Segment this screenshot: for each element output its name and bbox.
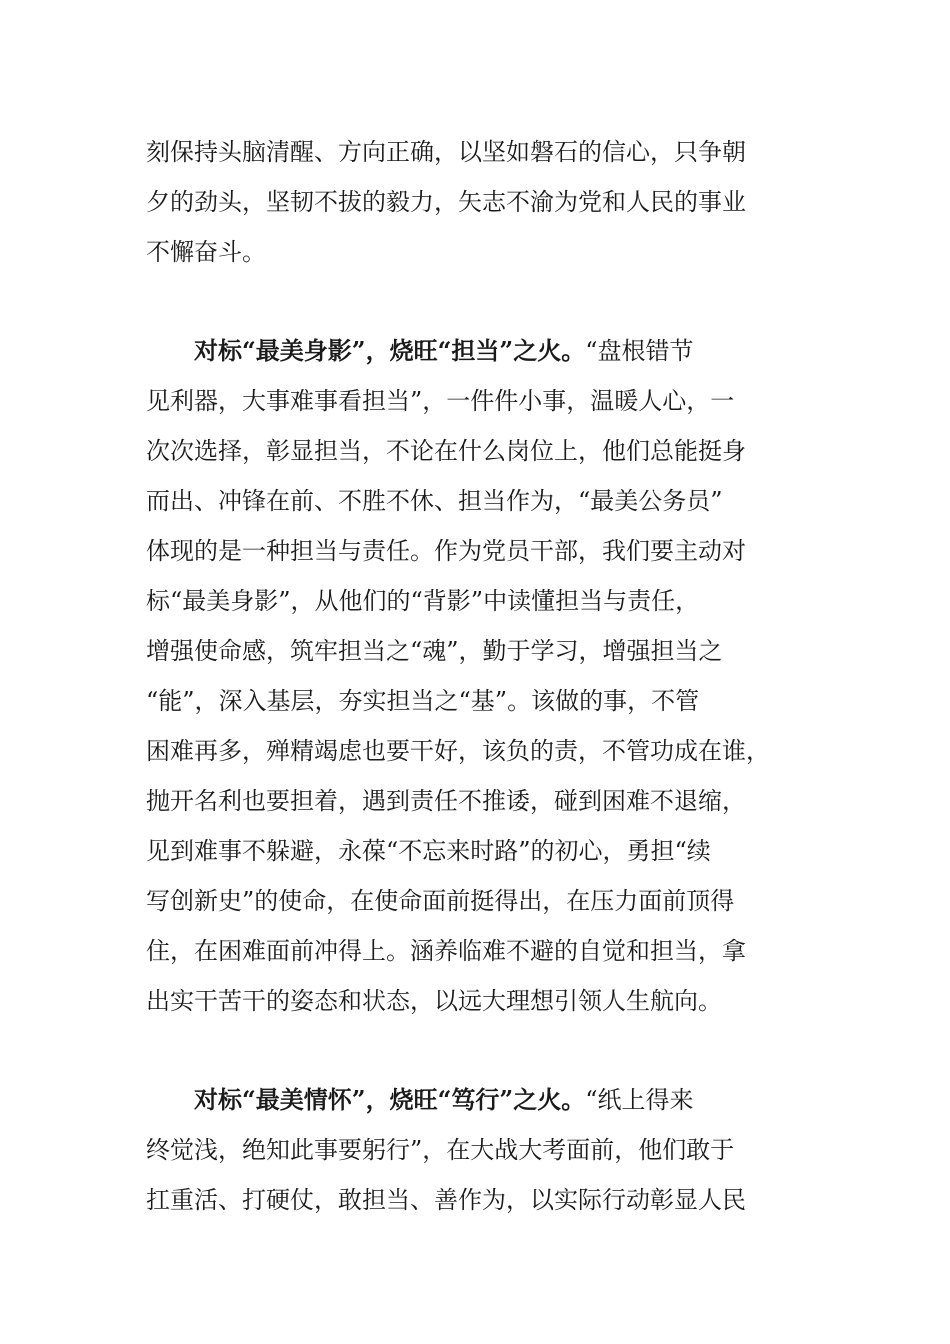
paragraph-continuation — [146, 127, 806, 277]
text-line: 见利器，大事难事看担当”，一件件小事，温暖人心，一 — [146, 387, 735, 415]
text-line: 体现的是一种担当与责任。作为党员干部，我们要主动对 — [146, 537, 746, 565]
text-line: 困难再多，殚精竭虑也要干好，该负的责，不管功成在谁， — [146, 737, 770, 765]
text-line: 增强使命感，筑牢担当之“魂”，勤于学习，增强担当之 — [146, 637, 723, 665]
text-line: 见到难事不躲避，永葆“不忘来时路”的初心，勇担“续 — [146, 837, 711, 865]
text-run: “盘根错节 — [585, 337, 694, 365]
text-line: 次次选择，彰显担当，不论在什么岗位上，他们总能挺身 — [146, 437, 746, 465]
text-line-first — [146, 326, 806, 376]
text-line: 夕的劲头，坚韧不拔的毅力，矢志不渝为党和人民的事业 — [146, 188, 746, 216]
paragraph-best-figure — [146, 326, 806, 1026]
text-line: 标“最美身影”，从他们的“背影”中读懂担当与责任， — [146, 587, 700, 615]
text-line: 出实干苦干的姿态和状态，以远大理想引领人生航向。 — [146, 987, 722, 1015]
text-line: 扛重活、打硬仗，敢担当、善作为，以实际行动彰显人民 — [146, 1186, 746, 1214]
text-line: 刻保持头脑清醒、方向正确，以坚如磐石的信心，只争朝 — [146, 138, 746, 166]
text-line: “能”，深入基层，夯实担当之“基”。该做的事，不管 — [146, 687, 700, 715]
text-line: 而出、冲锋在前、不胜不休、担当作为，“最美公务员” — [146, 487, 723, 515]
text-line: 不懈奋斗。 — [146, 238, 266, 266]
text-line-first — [146, 1075, 806, 1125]
paragraph-lead-heading: 对标“最美身影”，烧旺“担当”之火。 — [194, 336, 586, 365]
text-line: 写创新史”的使命，在使命面前挺得出，在压力面前顶得 — [146, 887, 735, 915]
text-line: 住，在困难面前冲得上。涵养临难不避的自觉和担当，拿 — [146, 937, 746, 965]
text-line: 终觉浅，绝知此事要躬行”，在大战大考面前，他们敢于 — [146, 1136, 735, 1164]
paragraph-lead-heading: 对标“最美情怀”，烧旺“笃行”之火。 — [194, 1085, 586, 1114]
paragraph-best-sentiment — [146, 1075, 806, 1225]
text-run: “纸上得来 — [585, 1086, 694, 1114]
text-line: 抛开名利也要担着，遇到责任不推诿，碰到困难不退缩， — [146, 787, 746, 815]
